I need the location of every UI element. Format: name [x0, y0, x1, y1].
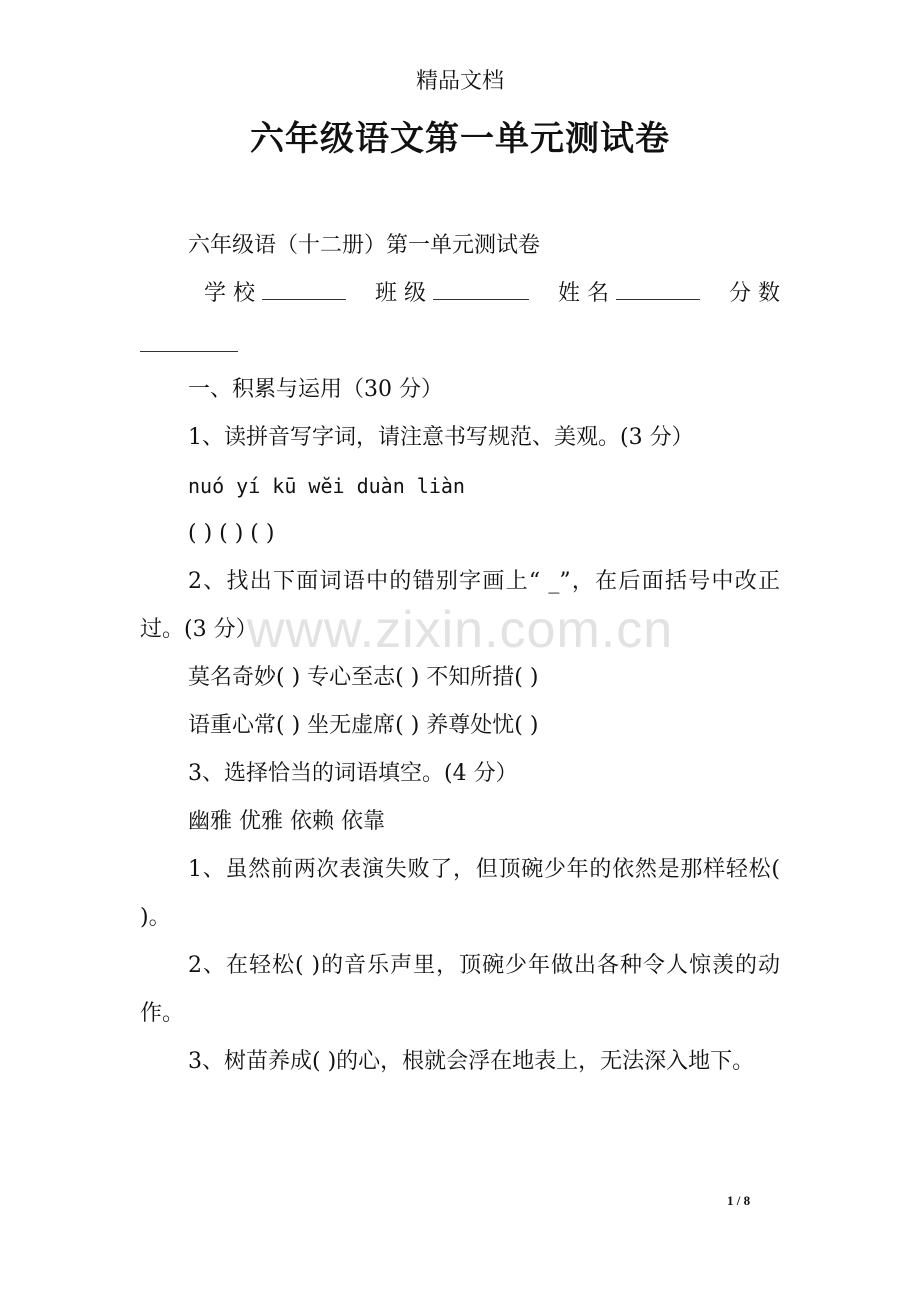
class-field — [375, 270, 529, 318]
name-label: 姓 名 — [558, 281, 609, 306]
question-2-prompt: 2、找出下面词语中的错别字画上“ _”，在后面括号中改正过。(3 分） — [140, 569, 780, 642]
section-1-heading: 一、积累与运用（30 分） — [188, 377, 443, 402]
question-1-pinyin: nuó yí kū wĕi duàn liàn — [188, 474, 465, 498]
document-body — [140, 222, 780, 1086]
student-info-row — [140, 270, 780, 318]
document-title: 六年级语文第一单元测试卷 — [250, 119, 670, 159]
watermark: www.zixin.com.cn — [246, 601, 674, 659]
page-number: 1 / 8 — [727, 1193, 751, 1208]
school-blank — [262, 279, 346, 300]
school-field — [204, 270, 346, 318]
question-3-sentence-2: 2、在轻松( )的音乐声里，顶碗少年做出各种令人惊羡的动作。 — [140, 953, 780, 1026]
question-2-row-1: 莫名奇妙( ) 专心至志( ) 不知所措( ) — [188, 665, 539, 690]
question-3-word-bank: 幽雅 优雅 依赖 依靠 — [188, 809, 385, 834]
school-label: 学 校 — [204, 281, 255, 306]
question-3-sentence-3: 3、树苗养成( )的心，根就会浮在地表上，无法深入地下。 — [188, 1049, 755, 1074]
question-2-row-2: 语重心常( ) 坐无虚席( ) 养尊处忧( ) — [188, 713, 539, 738]
score-blank-line — [140, 318, 780, 366]
question-1-prompt: 1、读拼音写字词，请注意书写规范、美观。(3 分） — [188, 425, 694, 450]
score-label: 分 数 — [729, 281, 780, 306]
name-field — [558, 270, 700, 318]
name-blank — [616, 279, 700, 300]
question-3-prompt: 3、选择恰当的词语填空。(4 分） — [188, 761, 518, 786]
question-3-sentence-1: 1、虽然前两次表演失败了，但顶碗少年的依然是那样轻松( )。 — [140, 857, 780, 930]
class-blank — [433, 279, 529, 300]
page-header: 精品文档 — [415, 69, 504, 94]
class-label: 班 级 — [375, 281, 426, 306]
score-blank — [140, 351, 238, 352]
subtitle: 六年级语（十二册）第一单元测试卷 — [188, 233, 541, 258]
question-1-blanks: ( ) ( ) ( ) — [188, 521, 275, 546]
